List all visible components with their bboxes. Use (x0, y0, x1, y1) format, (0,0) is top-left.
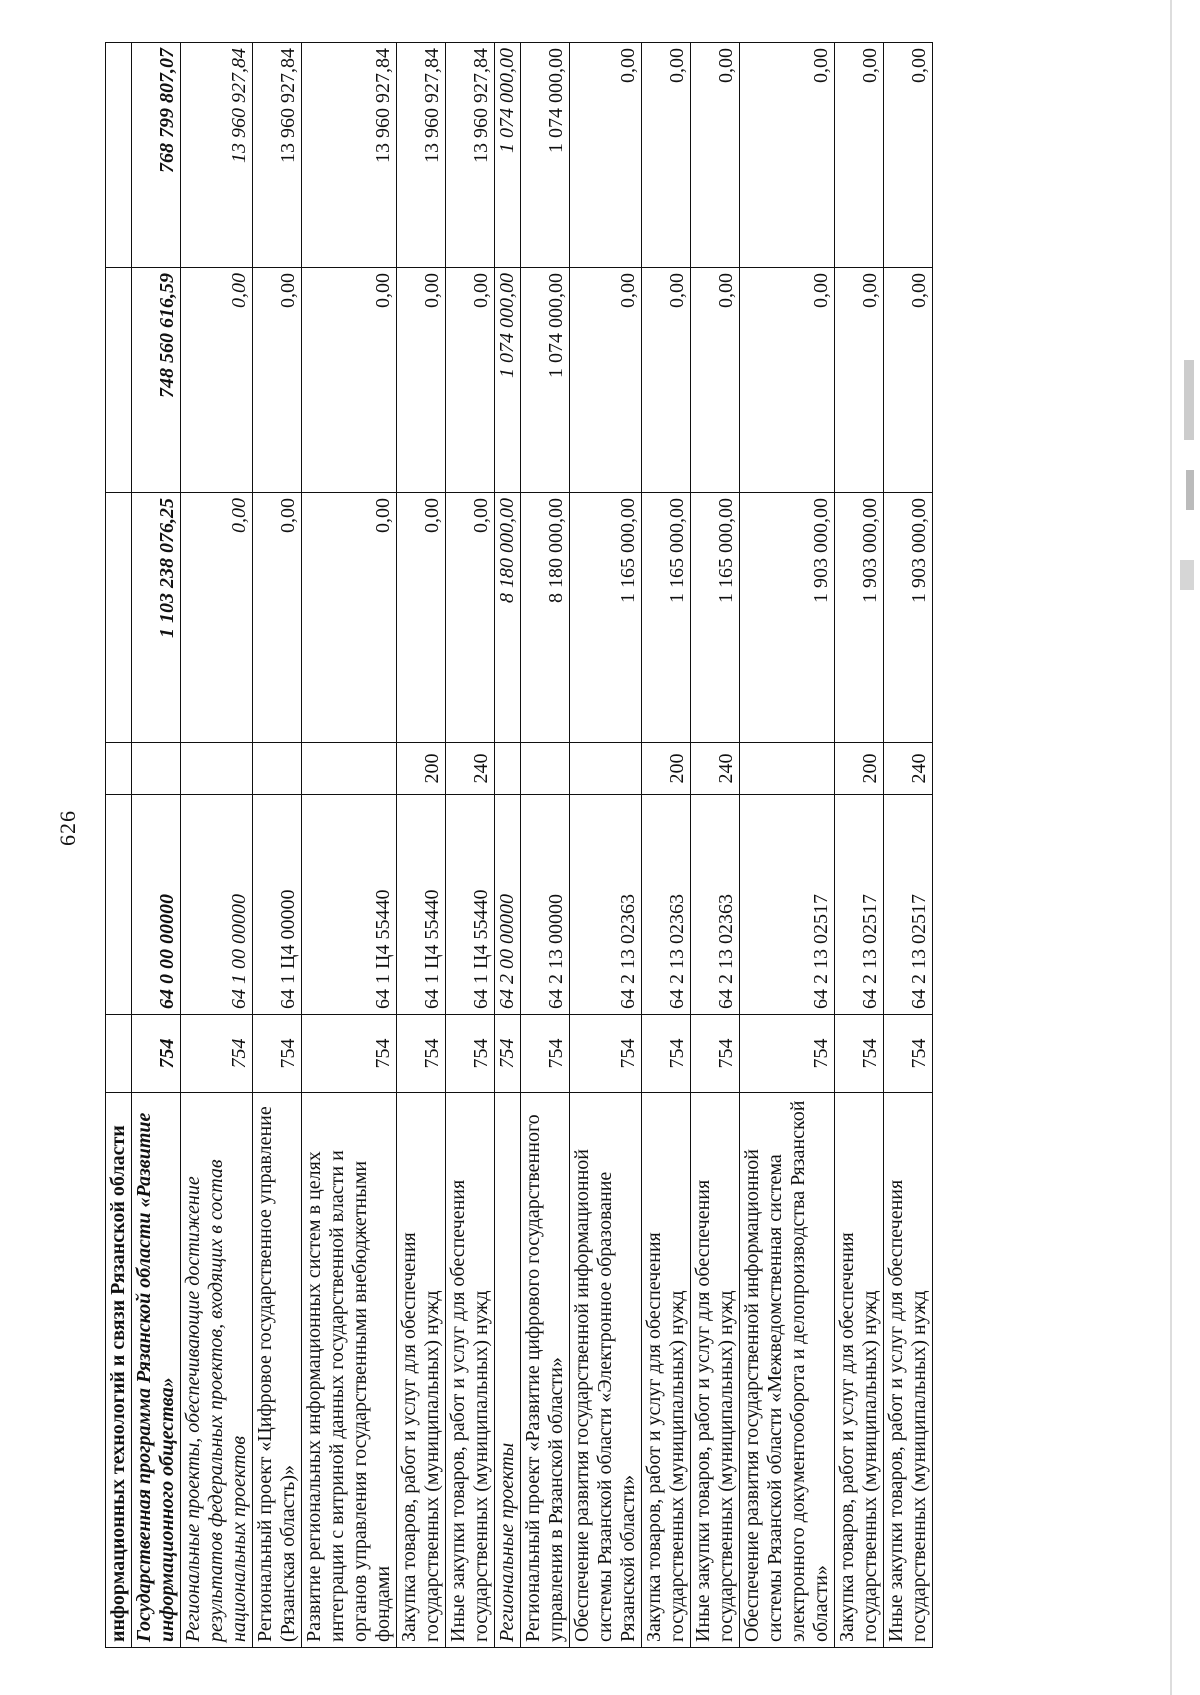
page-number: 626 (55, 810, 80, 846)
row-name: Региональный проект «Цифровое государственное управление (Рязанская область)» (253, 1093, 302, 1648)
row-name: Иные закупки товаров, работ и услуг для обеспечения государственных (муниципальных) нужд (884, 1093, 933, 1648)
target-article-code: 64 2 13 02517 (740, 795, 835, 1015)
amount-year-3: 1 074 000,00 (521, 43, 570, 268)
dept-code: 754 (521, 1015, 570, 1093)
amount-year-2 (106, 268, 132, 493)
expense-type-code: 200 (397, 743, 446, 795)
amount-year-2: 1 074 000,00 (521, 268, 570, 493)
amount-year-1: 1 165 000,00 (642, 493, 691, 743)
table-row (521, 43, 570, 1648)
table-row (884, 43, 933, 1648)
budget-table-frame (105, 43, 1110, 1648)
amount-year-2: 0,00 (253, 268, 302, 493)
target-article-code: 64 1 Ц4 55440 (302, 795, 397, 1015)
table-row (642, 43, 691, 1648)
amount-year-1: 0,00 (253, 493, 302, 743)
amount-year-1 (106, 493, 132, 743)
amount-year-3: 0,00 (691, 43, 740, 268)
expense-type-code (570, 743, 642, 795)
amount-year-1: 0,00 (302, 493, 397, 743)
dept-code: 754 (302, 1015, 397, 1093)
amount-year-1: 0,00 (397, 493, 446, 743)
target-article-code: 64 0 00 00000 (132, 795, 181, 1015)
dept-code: 754 (397, 1015, 446, 1093)
amount-year-1: 0,00 (446, 493, 495, 743)
dept-code: 754 (253, 1015, 302, 1093)
amount-year-1: 1 903 000,00 (835, 493, 884, 743)
table-row (495, 43, 521, 1648)
row-name: Иные закупки товаров, работ и услуг для обеспечения государственных (муниципальных) нужд (691, 1093, 740, 1648)
row-name: Иные закупки товаров, работ и услуг для обеспечения государственных (муниципальных) нужд (446, 1093, 495, 1648)
expense-type-code (521, 743, 570, 795)
budget-table (105, 42, 933, 1648)
target-article-code: 64 2 13 02517 (884, 795, 933, 1015)
amount-year-3: 13 960 927,84 (302, 43, 397, 268)
amount-year-2: 0,00 (884, 268, 933, 493)
expense-type-code (253, 743, 302, 795)
row-name: Государственная программа Рязанской области «Развитие информационного общества» (132, 1093, 181, 1648)
table-row (570, 43, 642, 1648)
amount-year-1: 1 903 000,00 (740, 493, 835, 743)
row-name: Региональный проект «Развитие цифрового государственного управления в Рязанской области» (521, 1093, 570, 1648)
amount-year-3: 13 960 927,84 (397, 43, 446, 268)
amount-year-2: 0,00 (740, 268, 835, 493)
amount-year-3: 0,00 (642, 43, 691, 268)
expense-type-code (495, 743, 521, 795)
amount-year-2: 0,00 (835, 268, 884, 493)
amount-year-1: 1 165 000,00 (570, 493, 642, 743)
expense-type-code (740, 743, 835, 795)
amount-year-1: 1 103 238 076,25 (132, 493, 181, 743)
amount-year-1: 1 165 000,00 (691, 493, 740, 743)
dept-code: 754 (181, 1015, 253, 1093)
table-row (106, 43, 132, 1648)
expense-type-code (181, 743, 253, 795)
dept-code (106, 1015, 132, 1093)
amount-year-3: 768 799 807,07 (132, 43, 181, 268)
expense-type-code (132, 743, 181, 795)
expense-type-code (302, 743, 397, 795)
target-article-code: 64 2 00 00000 (495, 795, 521, 1015)
table-row (302, 43, 397, 1648)
row-name: Закупка товаров, работ и услуг для обеспечения государственных (муниципальных) нужд (835, 1093, 884, 1648)
amount-year-3: 0,00 (835, 43, 884, 268)
table-row (253, 43, 302, 1648)
amount-year-3: 13 960 927,84 (446, 43, 495, 268)
table-row (181, 43, 253, 1648)
row-name: Развитие региональных информационных систем в целях интеграции с витриной данных государственной власти и органов управления государственными внебюджетными фондами (302, 1093, 397, 1648)
target-article-code: 64 2 13 02363 (570, 795, 642, 1015)
target-article-code: 64 2 13 02363 (691, 795, 740, 1015)
table-row (835, 43, 884, 1648)
amount-year-1: 8 180 000,00 (495, 493, 521, 743)
dept-code: 754 (132, 1015, 181, 1093)
target-article-code (106, 795, 132, 1015)
amount-year-3: 0,00 (884, 43, 933, 268)
amount-year-2: 1 074 000,00 (495, 268, 521, 493)
row-name: Обеспечение развития государственной информационной системы Рязанской области «Электронное образование Рязанской области» (570, 1093, 642, 1648)
amount-year-3: 1 074 000,00 (495, 43, 521, 268)
amount-year-2: 0,00 (181, 268, 253, 493)
amount-year-2: 0,00 (302, 268, 397, 493)
amount-year-3: 0,00 (570, 43, 642, 268)
amount-year-2: 0,00 (446, 268, 495, 493)
expense-type-code: 200 (835, 743, 884, 795)
amount-year-2: 0,00 (691, 268, 740, 493)
dept-code: 754 (570, 1015, 642, 1093)
row-name: информационных технологий и связи Рязанской области (106, 1093, 132, 1648)
dept-code: 754 (495, 1015, 521, 1093)
target-article-code: 64 1 00 00000 (181, 795, 253, 1015)
expense-type-code: 240 (884, 743, 933, 795)
target-article-code: 64 2 13 02363 (642, 795, 691, 1015)
target-article-code: 64 2 13 02517 (835, 795, 884, 1015)
amount-year-3: 0,00 (740, 43, 835, 268)
table-row (691, 43, 740, 1648)
target-article-code: 64 1 Ц4 00000 (253, 795, 302, 1015)
amount-year-2: 748 560 616,59 (132, 268, 181, 493)
table-row (132, 43, 181, 1648)
table-row (397, 43, 446, 1648)
dept-code: 754 (740, 1015, 835, 1093)
expense-type-code: 200 (642, 743, 691, 795)
dept-code: 754 (884, 1015, 933, 1093)
scan-edge-artifact (1140, 0, 1200, 1695)
dept-code: 754 (642, 1015, 691, 1093)
amount-year-3: 13 960 927,84 (253, 43, 302, 268)
amount-year-1: 0,00 (181, 493, 253, 743)
expense-type-code (106, 743, 132, 795)
dept-code: 754 (691, 1015, 740, 1093)
amount-year-2: 0,00 (397, 268, 446, 493)
table-row (740, 43, 835, 1648)
dept-code: 754 (835, 1015, 884, 1093)
target-article-code: 64 1 Ц4 55440 (397, 795, 446, 1015)
amount-year-2: 0,00 (642, 268, 691, 493)
row-name: Закупка товаров, работ и услуг для обеспечения государственных (муниципальных) нужд (642, 1093, 691, 1648)
row-name: Региональные проекты, обеспечивающие достижение результатов федеральных проектов, входящих в состав национальных проектов (181, 1093, 253, 1648)
row-name: Обеспечение развития государственной информационной системы Рязанской области «Межведомственная система электронного документооборота и делопроизводства Рязанской области» (740, 1093, 835, 1648)
amount-year-2: 0,00 (570, 268, 642, 493)
expense-type-code: 240 (446, 743, 495, 795)
table-row (446, 43, 495, 1648)
target-article-code: 64 1 Ц4 55440 (446, 795, 495, 1015)
amount-year-3 (106, 43, 132, 268)
row-name: Закупка товаров, работ и услуг для обеспечения государственных (муниципальных) нужд (397, 1093, 446, 1648)
dept-code: 754 (446, 1015, 495, 1093)
amount-year-1: 1 903 000,00 (884, 493, 933, 743)
target-article-code: 64 2 13 00000 (521, 795, 570, 1015)
expense-type-code: 240 (691, 743, 740, 795)
amount-year-1: 8 180 000,00 (521, 493, 570, 743)
amount-year-3: 13 960 927,84 (181, 43, 253, 268)
row-name: Региональные проекты (495, 1093, 521, 1648)
